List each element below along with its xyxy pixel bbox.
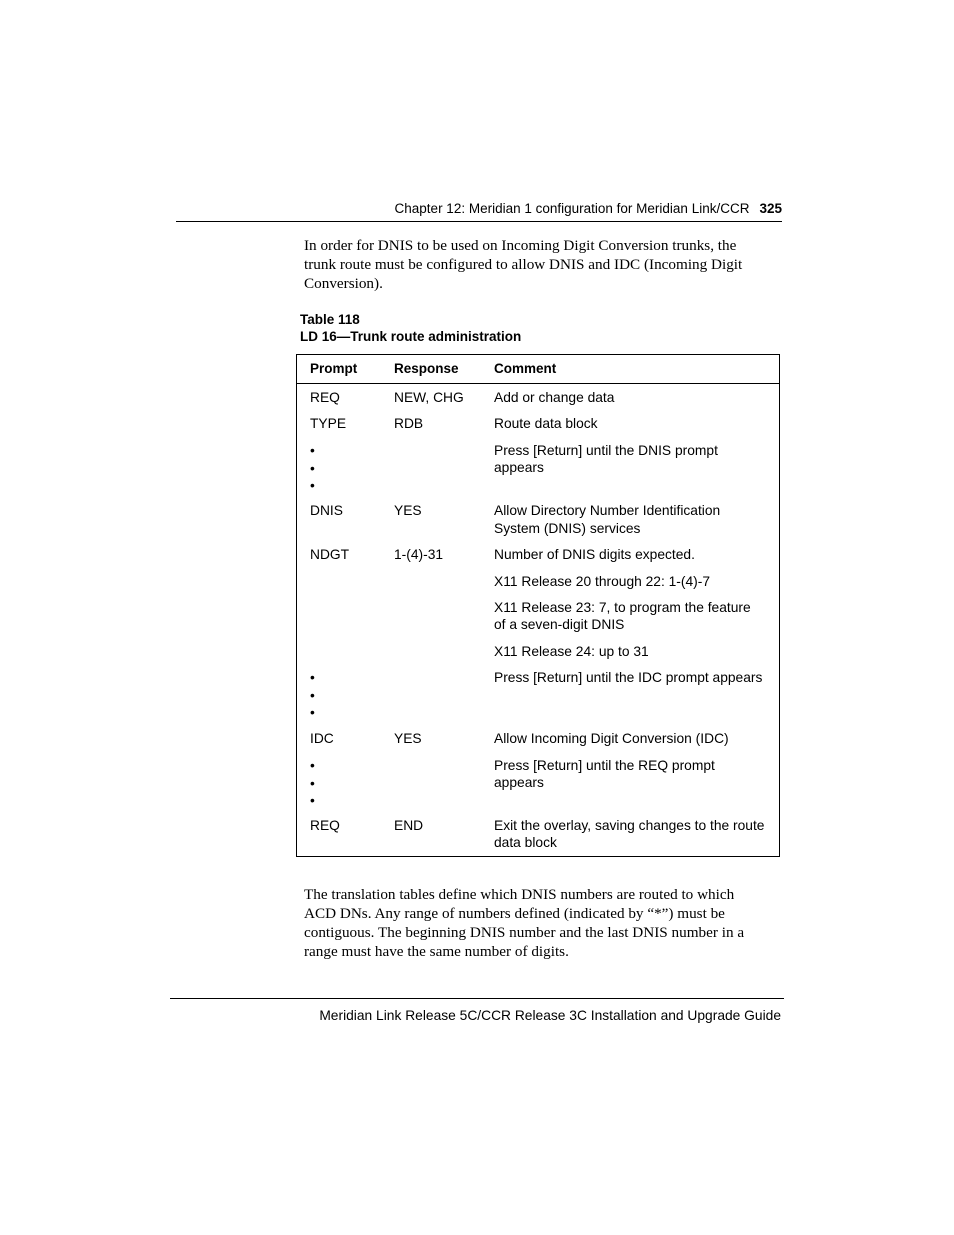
row-comment: System (DNIS) services — [494, 521, 641, 536]
row-comment: X11 Release 20 through 22: 1-(4)-7 — [494, 574, 711, 589]
page-header — [176, 199, 782, 222]
header-prompt: Prompt — [310, 361, 358, 376]
closing-line: ACD DNs. Any range of numbers defined (indicated by “*”) must be — [304, 905, 725, 922]
row-comment: of a seven-digit DNIS — [494, 617, 625, 632]
header-response: Response — [394, 361, 459, 376]
table-number: Table 118 — [300, 312, 360, 327]
row-response: YES — [394, 503, 422, 518]
continuation-bullets: • • • — [310, 443, 315, 493]
row-comment: data block — [494, 835, 557, 850]
row-comment: X11 Release 24: up to 31 — [494, 644, 649, 659]
row-prompt: REQ — [310, 390, 340, 405]
closing-line: The translation tables define which DNIS numbers are routed to which — [304, 886, 735, 903]
table-caption — [300, 311, 521, 345]
row-prompt: DNIS — [310, 503, 343, 518]
row-prompt: NDGT — [310, 547, 350, 562]
row-comment: Press [Return] until the IDC prompt appears — [494, 670, 763, 685]
row-comment: Exit the overlay, saving changes to the route — [494, 818, 765, 833]
closing-line: contiguous. The beginning DNIS number and the last DNIS number in a — [304, 924, 745, 941]
intro-paragraph — [304, 236, 774, 293]
row-response: END — [394, 818, 424, 833]
header-comment: Comment — [494, 361, 557, 376]
row-comment: Press [Return] until the DNIS prompt — [494, 443, 718, 458]
trunk-route-table — [296, 354, 780, 857]
intro-line: In order for DNIS to be used on Incoming Digit Conversion trunks, the — [304, 237, 737, 254]
table-title: LD 16—Trunk route administration — [300, 329, 522, 344]
row-response: YES — [394, 731, 422, 746]
continuation-bullets: • • • — [310, 758, 315, 808]
closing-paragraph — [304, 885, 774, 961]
page-number: 325 — [759, 201, 782, 216]
table-header-row — [297, 355, 779, 384]
row-comment: Allow Incoming Digit Conversion (IDC) — [494, 731, 729, 746]
intro-line: Conversion). — [304, 275, 383, 292]
row-prompt: IDC — [310, 731, 334, 746]
row-comment: Route data block — [494, 416, 598, 431]
row-comment: Add or change data — [494, 390, 615, 405]
row-comment: appears — [494, 775, 544, 790]
row-prompt: REQ — [310, 818, 340, 833]
continuation-bullets: • • • — [310, 670, 315, 720]
row-comment: Number of DNIS digits expected. — [494, 547, 695, 562]
page-footer — [170, 998, 784, 1023]
row-comment: appears — [494, 460, 544, 475]
row-comment: Press [Return] until the REQ prompt — [494, 758, 715, 773]
chapter-title: Chapter 12: Meridian 1 configuration for Meridian Link/CCR — [394, 201, 750, 216]
row-response: NEW, CHG — [394, 390, 464, 405]
header-text — [395, 201, 782, 216]
row-response: RDB — [394, 416, 424, 431]
footer-text: Meridian Link Release 5C/CCR Release 3C Installation and Upgrade Guide — [319, 1008, 781, 1023]
intro-line: trunk route must be configured to allow DNIS and IDC (Incoming Digit — [304, 256, 743, 273]
row-comment: X11 Release 23: 7, to program the feature — [494, 600, 751, 615]
row-response: 1-(4)-31 — [394, 547, 444, 562]
row-comment: Allow Directory Number Identification — [494, 503, 721, 518]
row-prompt: TYPE — [310, 416, 347, 431]
closing-line: range must have the same number of digits. — [304, 943, 569, 960]
